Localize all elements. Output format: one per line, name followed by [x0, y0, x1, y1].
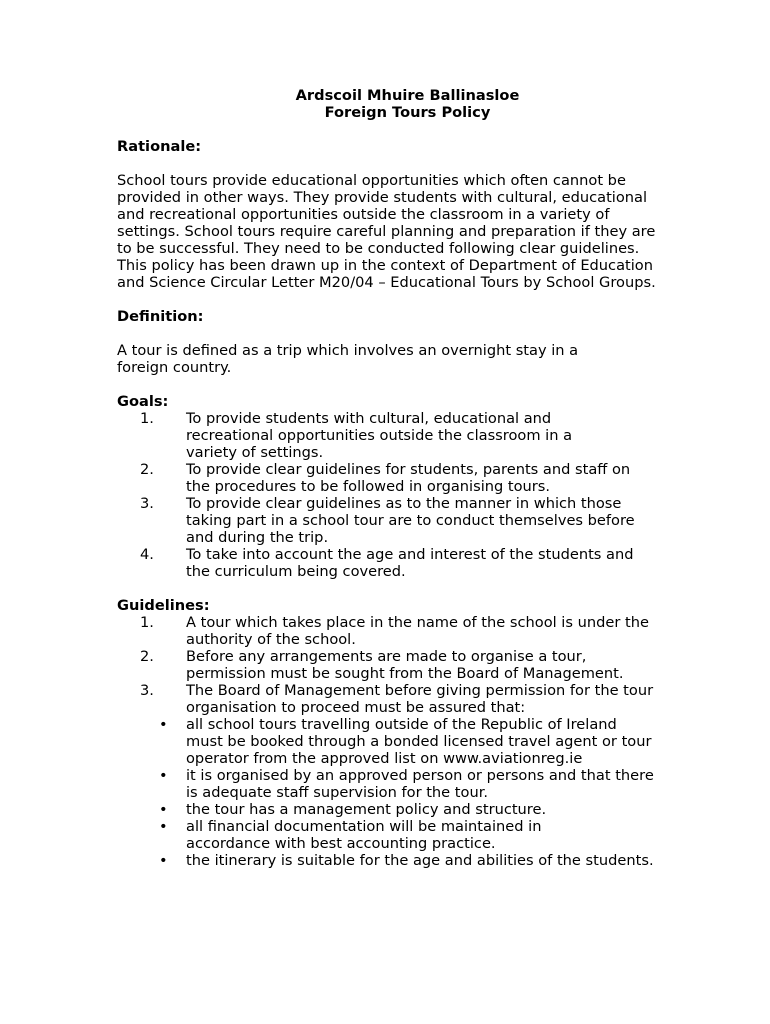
bullet-icon: • — [159, 818, 168, 835]
guideline-item — [117, 682, 656, 716]
guideline-bullet-item — [117, 818, 606, 852]
bullet-text: the itinerary is suitable for the age and abilities of the students. — [186, 852, 654, 869]
goal-number: 2. — [140, 461, 154, 478]
goal-item — [117, 410, 586, 461]
goal-text: To provide clear guidelines for students, parents and staff on the procedures to be followed in organising tours. — [186, 461, 631, 495]
guideline-text: A tour which takes place in the name of the school is under the authority of the school. — [186, 614, 649, 648]
goal-text: To provide clear guidelines as to the manner in which those taking part in a school tour are to conduct themselves before and during the trip. — [186, 495, 635, 546]
goal-number: 3. — [140, 495, 154, 512]
bullet-text: it is organised by an approved person or persons and that there is adequate staff supervision for the tour. — [186, 767, 654, 801]
guideline-text: The Board of Management before giving permission for the tour organisation to proceed must be assured that: — [186, 682, 654, 716]
guideline-number: 3. — [140, 682, 154, 699]
goals-list — [117, 410, 662, 580]
school-name: Ardscoil Mhuire Ballinasloe — [295, 87, 520, 104]
guideline-text: Before any arrangements are made to organise a tour, permission must be sought from the Board of Management. — [186, 648, 624, 682]
goals-heading: Goals: — [117, 393, 169, 410]
guidelines-heading: Guidelines: — [117, 597, 210, 614]
goal-number: 1. — [140, 410, 154, 427]
guideline-item — [117, 614, 656, 648]
rationale-heading: Rationale: — [117, 138, 202, 155]
bullet-icon: • — [159, 716, 168, 733]
goal-number: 4. — [140, 546, 154, 563]
policy-title: Foreign Tours Policy — [324, 104, 491, 121]
bullet-text: all financial documentation will be maintained in accordance with best accounting practice. — [186, 818, 542, 852]
goal-item — [117, 546, 646, 580]
bullet-icon: • — [159, 852, 168, 869]
rationale-text: School tours provide educational opportunities which often cannot be provided in other ways. They provide students with cultural, educational and recreational opportunities outside the classroom in a variety of settings. School tours require careful planning and preparation if they are to be successful. They need to be conducted following clear guidelines. This policy has been drawn up in the context of Department of Education and Science Circular Letter M20/04 – Educational Tours by School Groups. — [117, 172, 656, 291]
goal-text: To provide students with cultural, educational and recreational opportunities outside the classroom in a variety of settings. — [186, 410, 573, 461]
goal-item — [117, 495, 656, 546]
document-page — [117, 87, 662, 869]
guideline-bullet-item — [117, 801, 656, 818]
guidelines-list — [117, 614, 662, 869]
bullet-text: all school tours travelling outside of the Republic of Ireland must be booked through a bonded licensed travel agent or tour operator from the approved list on www.aviationreg.ie — [186, 716, 652, 767]
bullet-icon: • — [159, 767, 168, 784]
guideline-bullet-item — [117, 852, 656, 869]
definition-heading: Definition: — [117, 308, 204, 325]
guideline-bullet-item — [117, 716, 656, 767]
definition-text: A tour is defined as a trip which involves an overnight stay in a foreign country. — [117, 342, 579, 376]
guideline-number: 2. — [140, 648, 154, 665]
bullet-text: the tour has a management policy and structure. — [186, 801, 547, 818]
guideline-bullet-item — [117, 767, 656, 801]
goal-item — [117, 461, 656, 495]
goal-text: To take into account the age and interest of the students and the curriculum being covered. — [186, 546, 634, 580]
bullet-icon: • — [159, 801, 168, 818]
guideline-number: 1. — [140, 614, 154, 631]
guideline-item — [117, 648, 666, 682]
